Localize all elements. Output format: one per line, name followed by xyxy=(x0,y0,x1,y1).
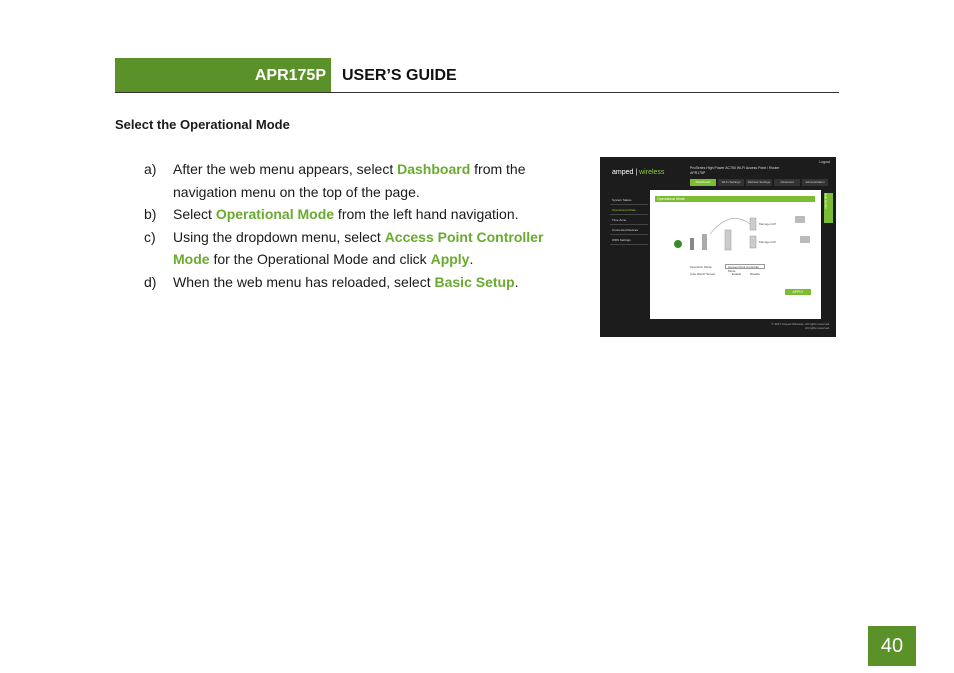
header-model: APR175P xyxy=(254,67,326,84)
dhcp-label: Auto DHCP Server: xyxy=(690,272,716,276)
sidebar-item-operational-mode: Operational Mode xyxy=(610,205,648,215)
step-text: When the web menu has reloaded, select xyxy=(173,273,435,290)
step-text: from the navigation menu on the top of the page. xyxy=(173,161,526,200)
router-icon xyxy=(702,234,707,250)
step-text: Select xyxy=(173,206,216,222)
shot-tabs xyxy=(690,179,828,186)
step-label: d) xyxy=(144,273,157,290)
step-text: After the web menu appears, select xyxy=(173,161,398,177)
header-rule xyxy=(115,92,839,93)
step-text: Using the dropdown menu, select xyxy=(173,228,385,245)
shot-main-panel xyxy=(650,190,821,319)
apply-button: APPLY xyxy=(785,289,811,295)
managed-ap-icon-a xyxy=(750,218,756,230)
help-side-tab: Help Center xyxy=(824,193,833,223)
sidebar-item-wds-settings: WDS Settings xyxy=(610,235,648,245)
step-highlight: Dashboard xyxy=(397,161,471,177)
header-title: USER’S GUIDE xyxy=(342,67,457,84)
tab-website-settings: Website Settings xyxy=(747,180,771,184)
step-highlight: Basic Setup xyxy=(434,273,515,290)
panel-title: Operational Mode xyxy=(655,196,815,202)
sidebar-item-system-status: System Status xyxy=(610,195,648,205)
device-label-b: Managed AP xyxy=(759,240,777,244)
section-title: Select the Operational Mode xyxy=(115,117,290,132)
step-highlight: Apply xyxy=(430,251,470,267)
laptop-icon-b xyxy=(800,236,810,243)
step-item xyxy=(144,203,564,226)
tab-administration: Administration xyxy=(802,179,828,186)
product-name: ProSeries High Power AC750 Wi-Fi Access Point / Router APR175P xyxy=(690,166,780,175)
shot-footer: © 2017 Amped Wireless. All rights reserved. All rights reserved. xyxy=(771,322,830,330)
dhcp-enable: Enable xyxy=(732,272,742,276)
access-point-icon xyxy=(725,230,731,250)
tab-dashboard: Dashboard xyxy=(690,179,716,186)
step-label: a) xyxy=(144,161,157,177)
tab-advanced: Advanced xyxy=(774,179,800,186)
device-label-a: Managed AP xyxy=(759,222,777,226)
logout-link: Logout xyxy=(819,160,830,164)
step-text: from the left hand navigation. xyxy=(334,206,519,222)
step-text: for the Operational Mode and click xyxy=(209,251,431,267)
sidebar-item-time-zone: Time Zone xyxy=(610,215,648,225)
step-highlight: Operational Mode xyxy=(215,206,335,222)
step-label: c) xyxy=(144,228,156,245)
laptop-icon-a xyxy=(795,216,805,223)
tab-wifi-settings: Wi-Fi Settings xyxy=(718,179,744,186)
globe-icon xyxy=(674,240,682,248)
page-number: 40 xyxy=(868,626,916,666)
step-text: . xyxy=(469,251,474,267)
step-label: b) xyxy=(144,206,157,222)
sidebar-item-connected-devices: Connected Devices xyxy=(610,225,648,235)
steps-list xyxy=(144,158,564,293)
step-text: . xyxy=(514,273,519,290)
step-item xyxy=(144,226,564,271)
step-item xyxy=(144,158,564,203)
step-highlight: Access Point Controller Mode xyxy=(173,228,544,267)
shot-sidebar xyxy=(610,195,648,245)
mode-select: Access Point Controller Mode xyxy=(725,264,765,269)
managed-ap-icon-b xyxy=(750,236,756,248)
logo: amped | wireless xyxy=(612,169,665,176)
dhcp-disable: Disable xyxy=(750,272,761,276)
modem-icon xyxy=(690,238,694,250)
mode-label: Operation Mode: xyxy=(690,265,713,269)
embedded-screenshot xyxy=(600,157,836,337)
step-item xyxy=(144,271,564,294)
